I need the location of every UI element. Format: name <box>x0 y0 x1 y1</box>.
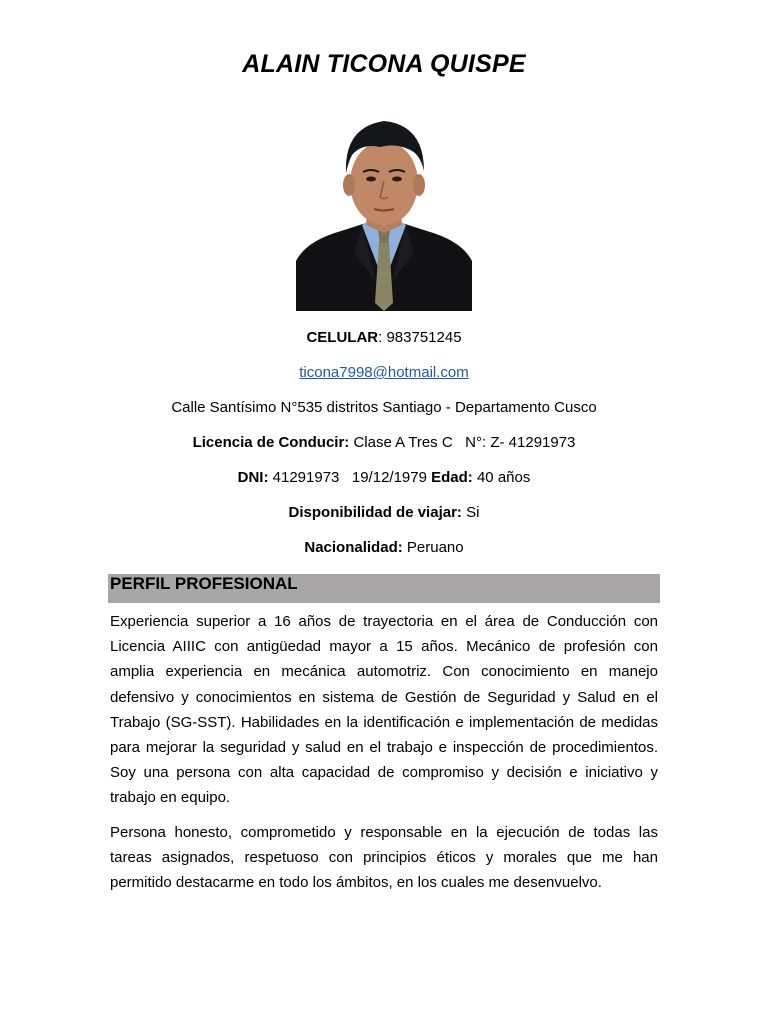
profile-paragraph-1: Experiencia superior a 16 años de trayectoria en el área de Conducción con Licencia AIIIC con antigüedad mayor a 15 años. Mecánico de profesión con amplia experiencia en mecánica automotriz. Con conocimiento en manejo defensivo y conocimientos en sistema de Gestión de Seguridad y Salud en el Trabajo (SG-SST). Habilidades en la identificación e implementación de medidas para mejorar la seguridad y salud en el trabajo e inspección de procedimientos. Soy una persona con alta capacidad de compromiso y decisión e iniciativo y trabajo en equipo. <box>110 613 658 807</box>
candidate-name: ALAIN TICONA QUISPE <box>242 50 526 78</box>
address-line: Calle Santísimo N°535 distritos Santiago - Departamento Cusco <box>171 399 597 416</box>
travel-label: Disponibilidad de viajar: <box>288 504 462 521</box>
phone-label: CELULAR <box>306 329 379 346</box>
travel-value: Si <box>461 504 480 521</box>
email-line <box>0 363 768 383</box>
dni-line <box>0 468 768 488</box>
phone-line <box>0 328 768 348</box>
nationality-value: Peruano <box>402 539 464 556</box>
section-title: PERFIL PROFESIONAL <box>110 574 298 593</box>
license-label: Licencia de Conducir: <box>192 434 350 451</box>
age-value: 40 años <box>472 469 531 486</box>
profile-photo <box>296 113 472 311</box>
age-label: Edad: <box>431 469 473 486</box>
license-line <box>0 433 768 453</box>
phone-value: : 983751245 <box>378 329 462 346</box>
nationality-line <box>0 538 768 558</box>
profile-paragraph-2: Persona honesto, comprometido y responsable en la ejecución de todas las tareas asignados, respetuoso con principios éticos y morales que me han permitido destacarme en todo los ámbitos, en los cuales me desenvuelvo. <box>110 824 658 892</box>
profile-section-header <box>108 574 660 603</box>
license-value: Clase A Tres C N°: Z- 41291973 <box>349 434 576 451</box>
email-link[interactable]: ticona7998@hotmail.com <box>299 364 469 381</box>
dni-value: 41291973 19/12/1979 <box>268 469 432 486</box>
nationality-label: Nacionalidad: <box>304 539 403 556</box>
dni-label: DNI: <box>237 469 269 486</box>
travel-line <box>0 503 768 523</box>
